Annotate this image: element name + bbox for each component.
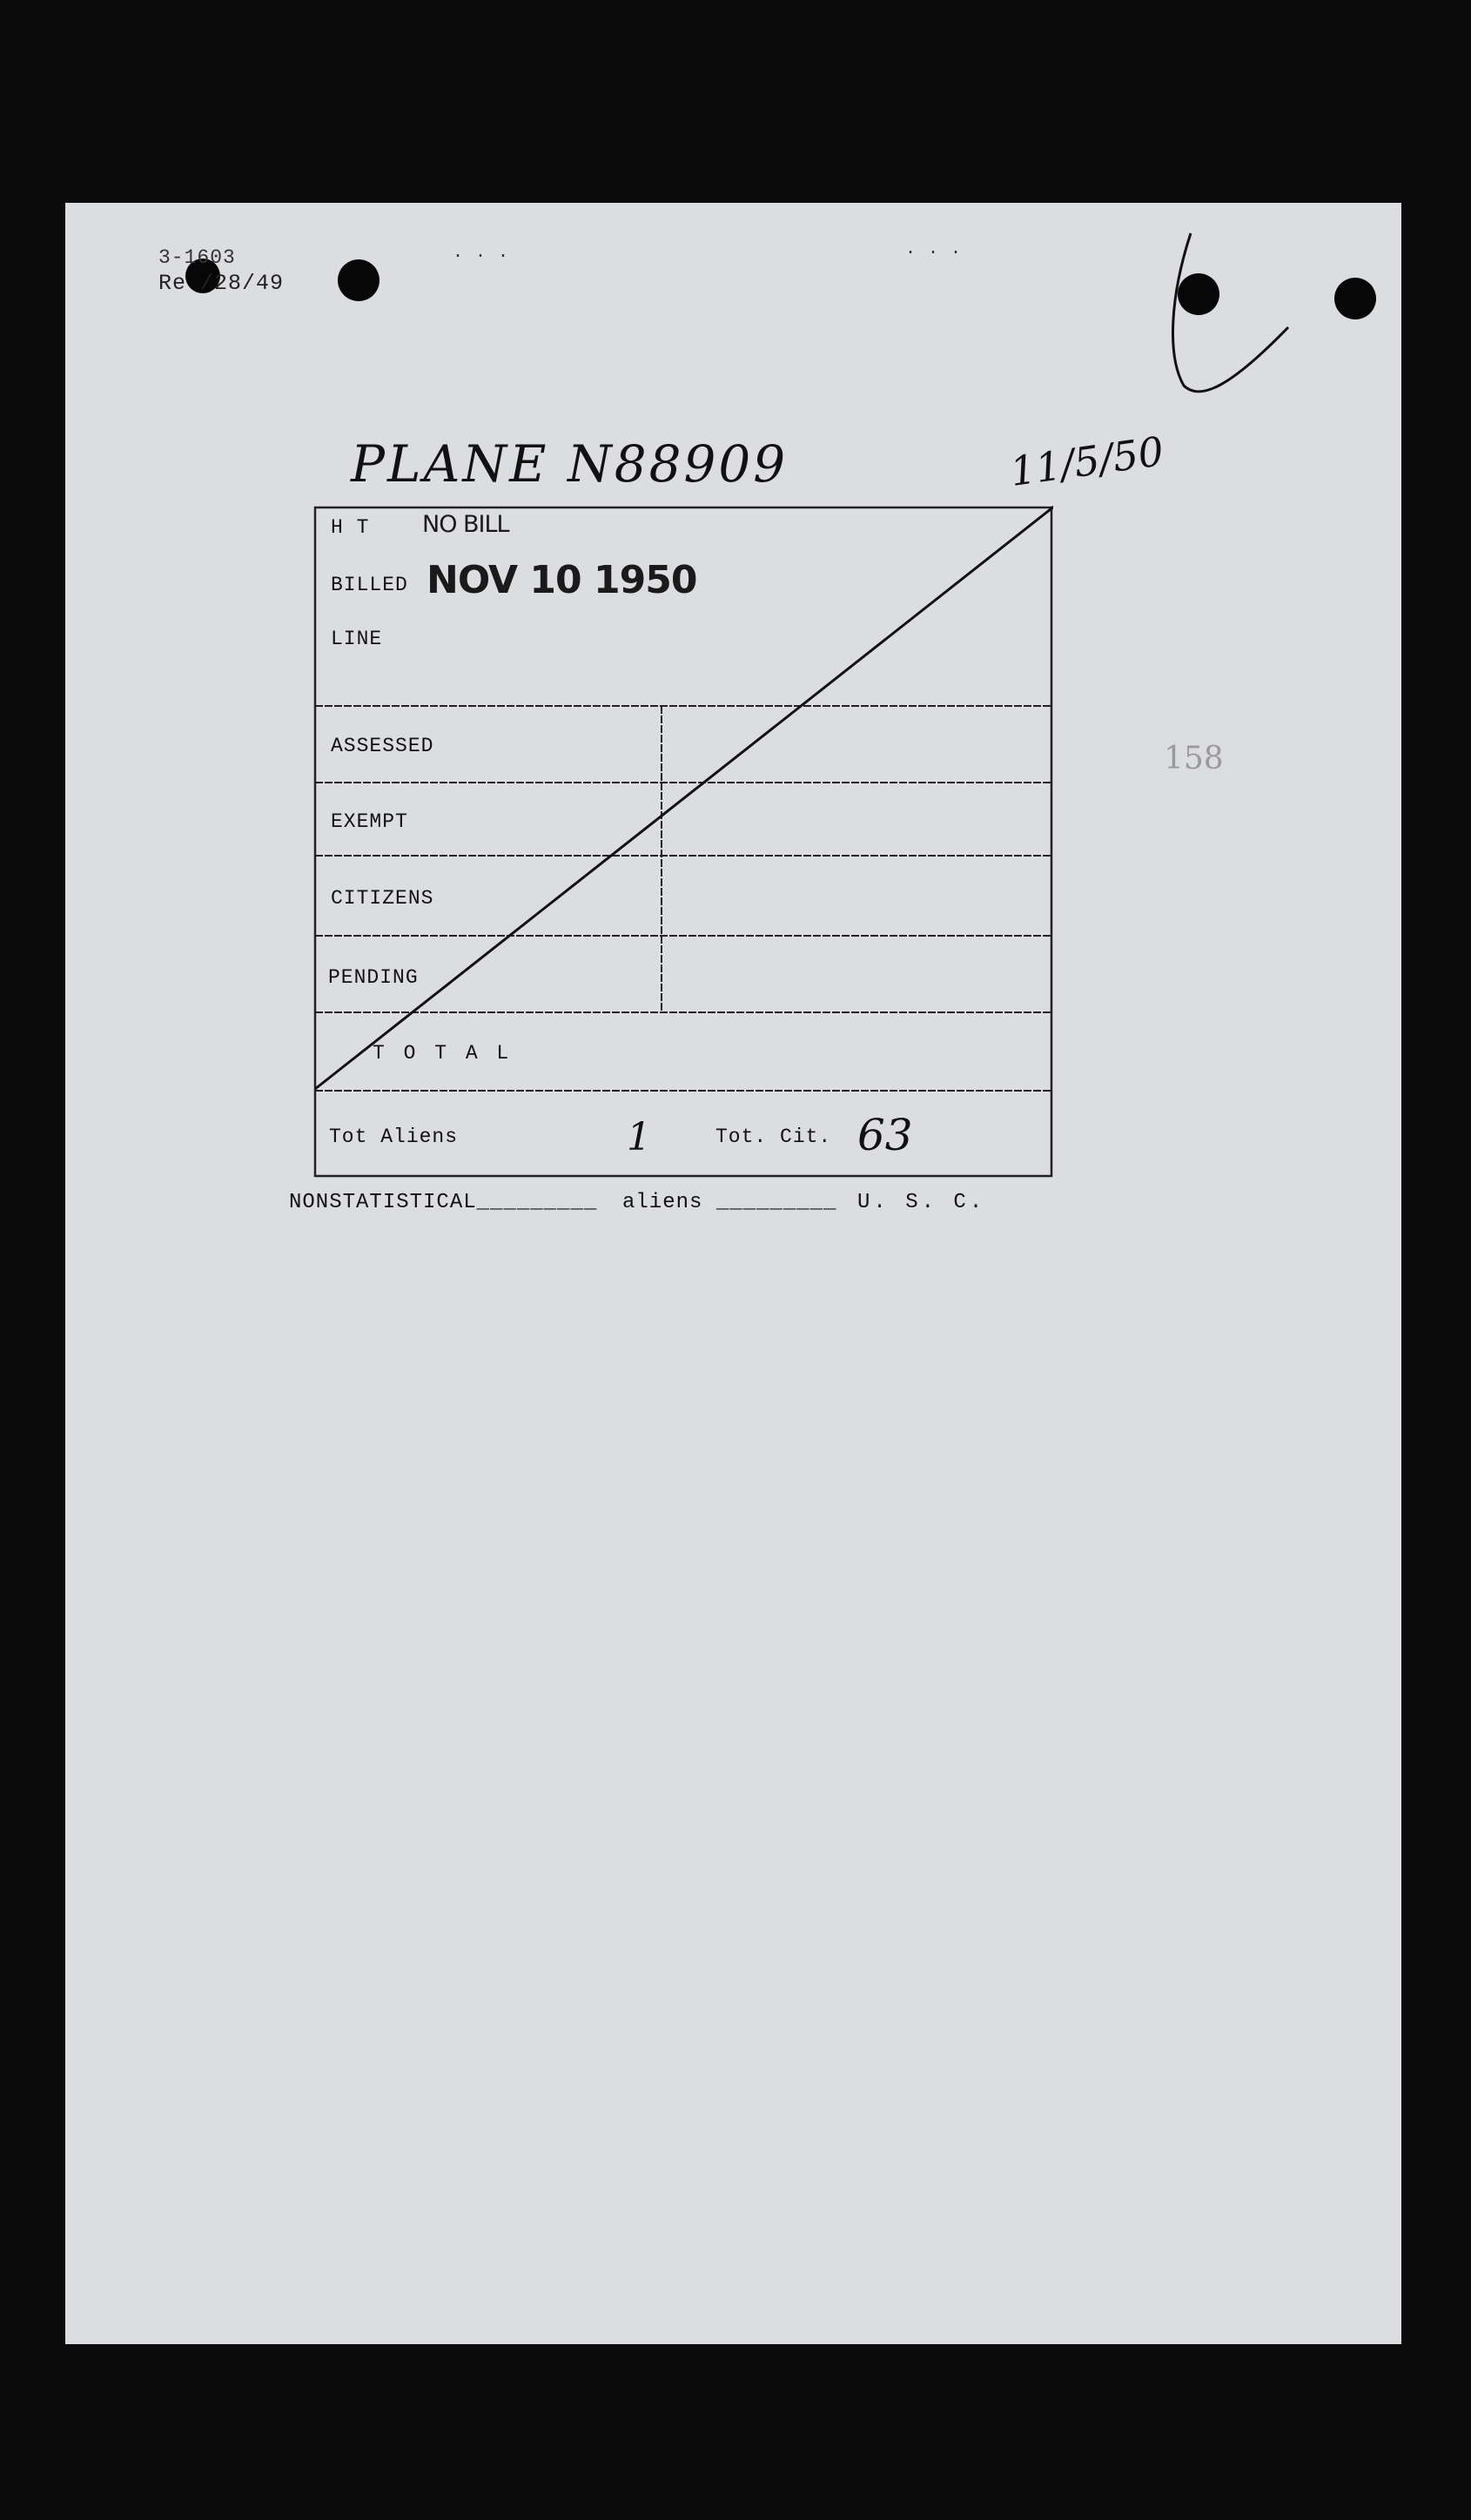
page-number: 158: [1164, 741, 1224, 776]
ht-label: H T: [331, 516, 370, 539]
billed-label: BILLED: [331, 574, 408, 596]
total-label: T O T A L: [373, 1042, 513, 1065]
assessed-label: ASSESSED: [331, 735, 434, 757]
no-bill-stamp: NO BILL: [422, 511, 509, 538]
citizens-label: CITIZENS: [331, 887, 434, 910]
punch-hole-top-right-2: [1334, 278, 1376, 319]
tot-aliens-label: Tot Aliens: [329, 1126, 459, 1148]
form-grid-lines: [313, 506, 1053, 1178]
tot-cit-label: Tot. Cit.: [715, 1126, 832, 1148]
faint-mark-center: · · ·: [453, 246, 510, 266]
handwritten-date: 11/5/50: [1007, 427, 1167, 496]
document-sheet: [65, 203, 1401, 2344]
exempt-label: EXEMPT: [331, 810, 408, 833]
punch-hole-left: [338, 259, 380, 301]
pen-check-mark: [1132, 216, 1306, 407]
usc-label: U. S. C.: [857, 1191, 986, 1214]
form-number: 3-1603: [158, 246, 236, 269]
faint-mark-right: · · ·: [905, 243, 963, 263]
tot-cit-value: 63: [857, 1110, 913, 1160]
nonstatistical-field: NONSTATISTICAL_________: [289, 1191, 598, 1214]
form-revision-date: Re /28/49: [158, 271, 285, 296]
billed-date-stamp: NOV 10 1950: [427, 558, 697, 602]
pending-label: PENDING: [328, 966, 419, 989]
tot-aliens-value: 1: [627, 1115, 651, 1159]
handwritten-plane-number: PLANE N88909: [351, 434, 789, 494]
billing-form-table: [313, 506, 1053, 1178]
aliens-field: aliens _________: [622, 1191, 837, 1214]
line-label: LINE: [331, 628, 383, 650]
